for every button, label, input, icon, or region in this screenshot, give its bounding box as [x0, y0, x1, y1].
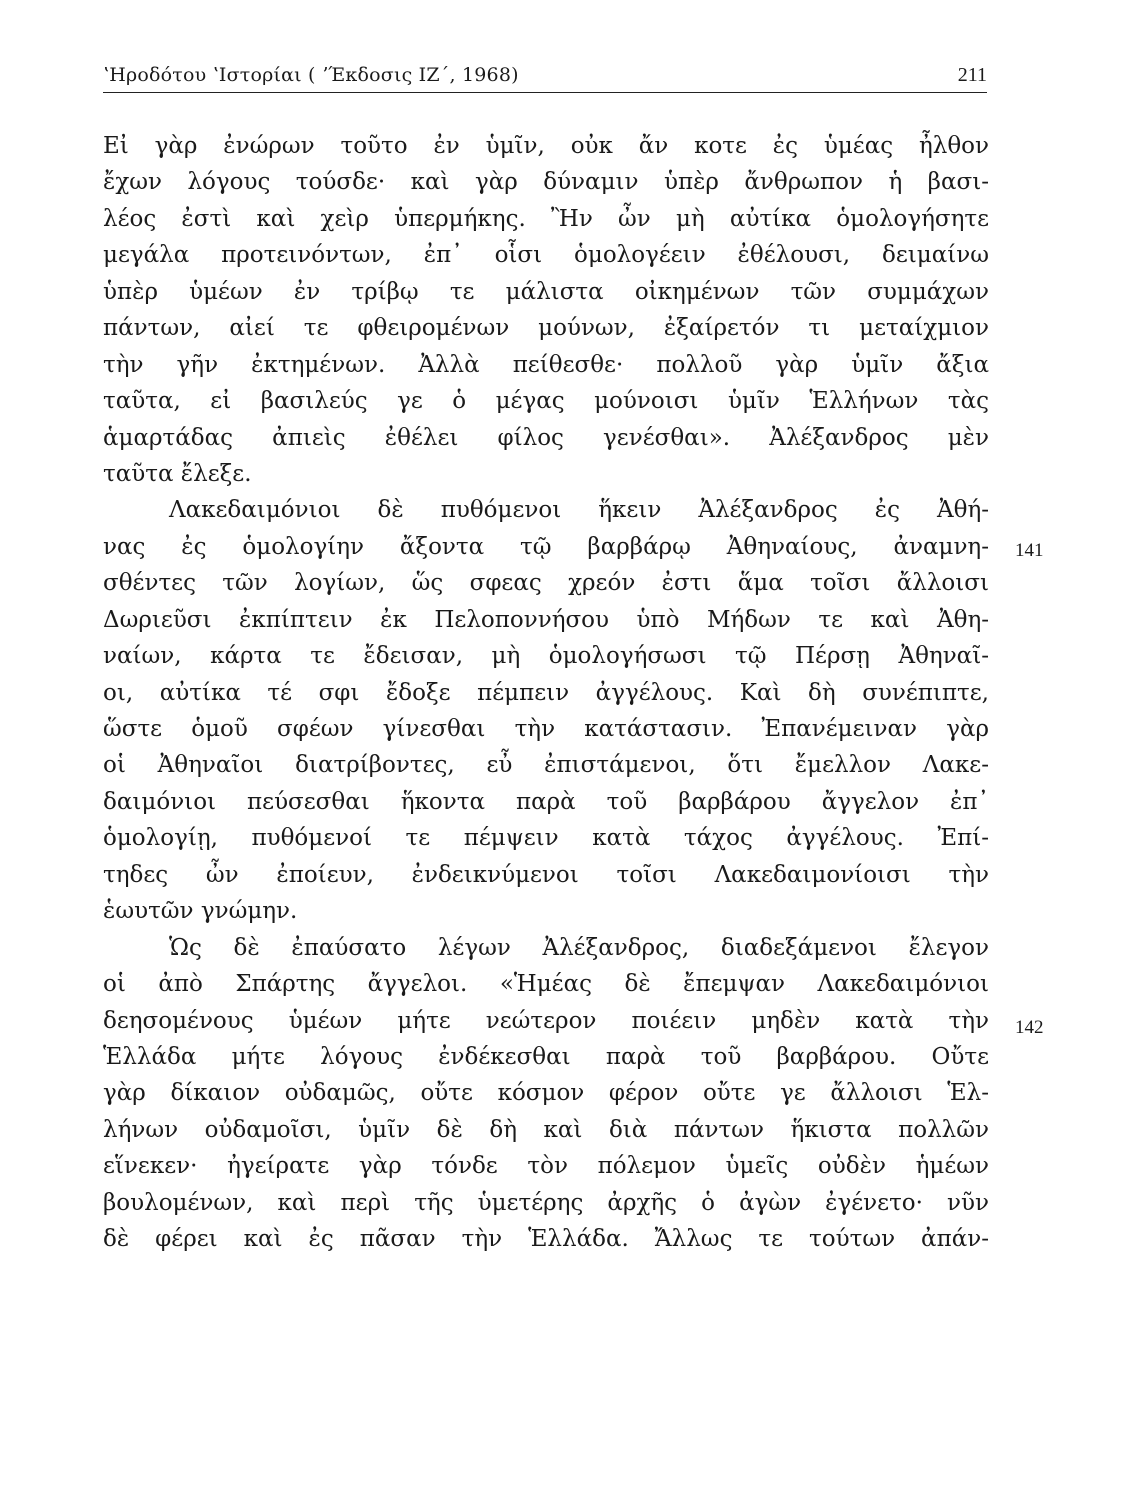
text-line: ναίων, κάρτα τε ἔδεισαν, μὴ ὁμολογήσωσι τῷ Πέρσῃ Ἀθηναῖ-: [103, 643, 989, 670]
text-line: δεησομένους ὑμέων μήτε νεώτερον ποιέειν μηδὲν κατὰ τὴν: [103, 1007, 989, 1034]
text-line: ὥστε ὁμοῦ σφέων γίνεσθαι τὴν κατάστασιν. Ἐπανέμειναν γὰρ: [103, 716, 989, 742]
chapter-number-141: 141: [1015, 540, 1044, 561]
text-line: ὑπὲρ ὑμέων ἐν τρίβῳ τε μάλιστα οἰκημένων τῶν συμμάχων: [103, 278, 989, 305]
text-line: ἔχων λόγους τούσδε· καὶ γὰρ δύναμιν ὑπὲρ ἄνθρωπον ἡ βασι-: [103, 169, 989, 196]
text-line: μεγάλα προτεινόντων, ἐπ᾽ οἷσι ὁμολογέειν ἐθέλουσι, δειμαίνω: [103, 242, 989, 269]
running-head: [103, 62, 987, 93]
text-line: γὰρ δίκαιον οὐδαμῶς, οὔτε κόσμον φέρον οὔτε γε ἄλλοισι Ἑλ-: [103, 1080, 989, 1107]
text-line: δὲ φέρει καὶ ἐς πᾶσαν τὴν Ἑλλάδα. Ἄλλως τε τούτων ἀπάν-: [103, 1226, 989, 1253]
text-line: βουλομένων, καὶ περὶ τῆς ὑμετέρης ἀρχῆς ὁ ἀγὼν ἐγένετο· νῦν: [103, 1189, 989, 1216]
chapter-number-142: 142: [1015, 1017, 1044, 1038]
text-line: τὴν γῆν ἐκτημένων. Ἀλλὰ πείθεσθε· πολλοῦ γὰρ ὑμῖν ἄξια: [103, 351, 989, 378]
text-line: Δωριεῦσι ἐκπίπτειν ἐκ Πελοποννήσου ὑπὸ Μήδων τε καὶ Ἀθη-: [103, 606, 989, 633]
text-line: ὁμολογίῃ, πυθόμενοί τε πέμψειν κατὰ τάχος ἀγγέλους. Ἐπί-: [103, 825, 989, 852]
running-title: ʽΗροδότου ʽΙστορίαι ( ʼΈκδοσις ΙΖ΄, 1968): [103, 64, 519, 86]
text-line: ταῦτα, εἰ βασιλεύς γε ὁ μέγας μούνοισι ὑμῖν Ἑλλήνων τὰς: [103, 388, 989, 415]
text-line: οἱ Ἀθηναῖοι διατρίβοντες, εὖ ἐπιστάμενοι, ὅτι ἔμελλον Λακε-: [103, 752, 989, 779]
paragraph-end-line: ταῦτα ἔλεξε.: [103, 460, 252, 487]
text-line: οι, αὐτίκα τέ σφι ἔδοξε πέμπειν ἀγγέλους. Καὶ δὴ συνέπιπτε,: [103, 679, 989, 706]
text-line: εἵνεκεν· ἠγείρατε γὰρ τόνδε τὸν πόλεμον ὑμεῖς οὐδὲν ἡμέων: [103, 1153, 989, 1180]
text-line: νας ἐς ὁμολογίην ἄξοντα τῷ βαρβάρῳ Ἀθηναίους, ἀναμνη-: [103, 533, 989, 560]
text-line: λέος ἐστὶ καὶ χεὶρ ὑπερμήκης. Ἢν ὦν μὴ αὐτίκα ὁμολογήσητε: [103, 205, 989, 232]
text-line: Ἑλλάδα μήτε λόγους ἐνδέκεσθαι παρὰ τοῦ βαρβάρου. Οὔτε: [103, 1043, 989, 1070]
paragraph-start-line: Λακεδαιμόνιοι δὲ πυθόμενοι ἥκειν Ἀλέξανδρος ἐς Ἀθή-: [169, 497, 989, 524]
greek-text-body: [103, 128, 989, 1258]
text-line: ἁμαρτάδας ἀπιεὶς ἐθέλει φίλος γενέσθαι». Ἀλέξανδρος μὲν: [103, 424, 989, 451]
text-line: σθέντες τῶν λογίων, ὥς σφεας χρεόν ἐστι ἅμα τοῖσι ἄλλοισι: [103, 570, 989, 597]
text-line: τηδες ὦν ἐποίευν, ἐνδεικνύμενοι τοῖσι Λακεδαιμονίοισι τὴν: [103, 861, 989, 888]
paragraph-start-line: Ὡς δὲ ἐπαύσατο λέγων Ἀλέξανδρος, διαδεξάμενοι ἔλεγον: [169, 934, 989, 961]
paragraph-end-line: ἑωυτῶν γνώμην.: [103, 898, 298, 925]
page-number: 211: [957, 64, 987, 86]
text-line: οἱ ἀπὸ Σπάρτης ἄγγελοι. «Ἡμέας δὲ ἔπεμψαν Λακεδαιμόνιοι: [103, 971, 989, 998]
text-line: δαιμόνιοι πεύσεσθαι ἥκοντα παρὰ τοῦ βαρβάρου ἄγγελον ἐπ᾽: [103, 788, 989, 815]
text-line: λήνων οὐδαμοῖσι, ὑμῖν δὲ δὴ καὶ διὰ πάντων ἥκιστα πολλῶν: [103, 1116, 989, 1143]
text-line: πάντων, αἰεί τε φθειρομένων μούνων, ἐξαίρετόν τι μεταίχμιον: [103, 315, 989, 342]
text-line: Εἰ γὰρ ἐνώρων τοῦτο ἐν ὑμῖν, οὐκ ἄν κοτε ἐς ὑμέας ἦλθον: [103, 133, 989, 159]
